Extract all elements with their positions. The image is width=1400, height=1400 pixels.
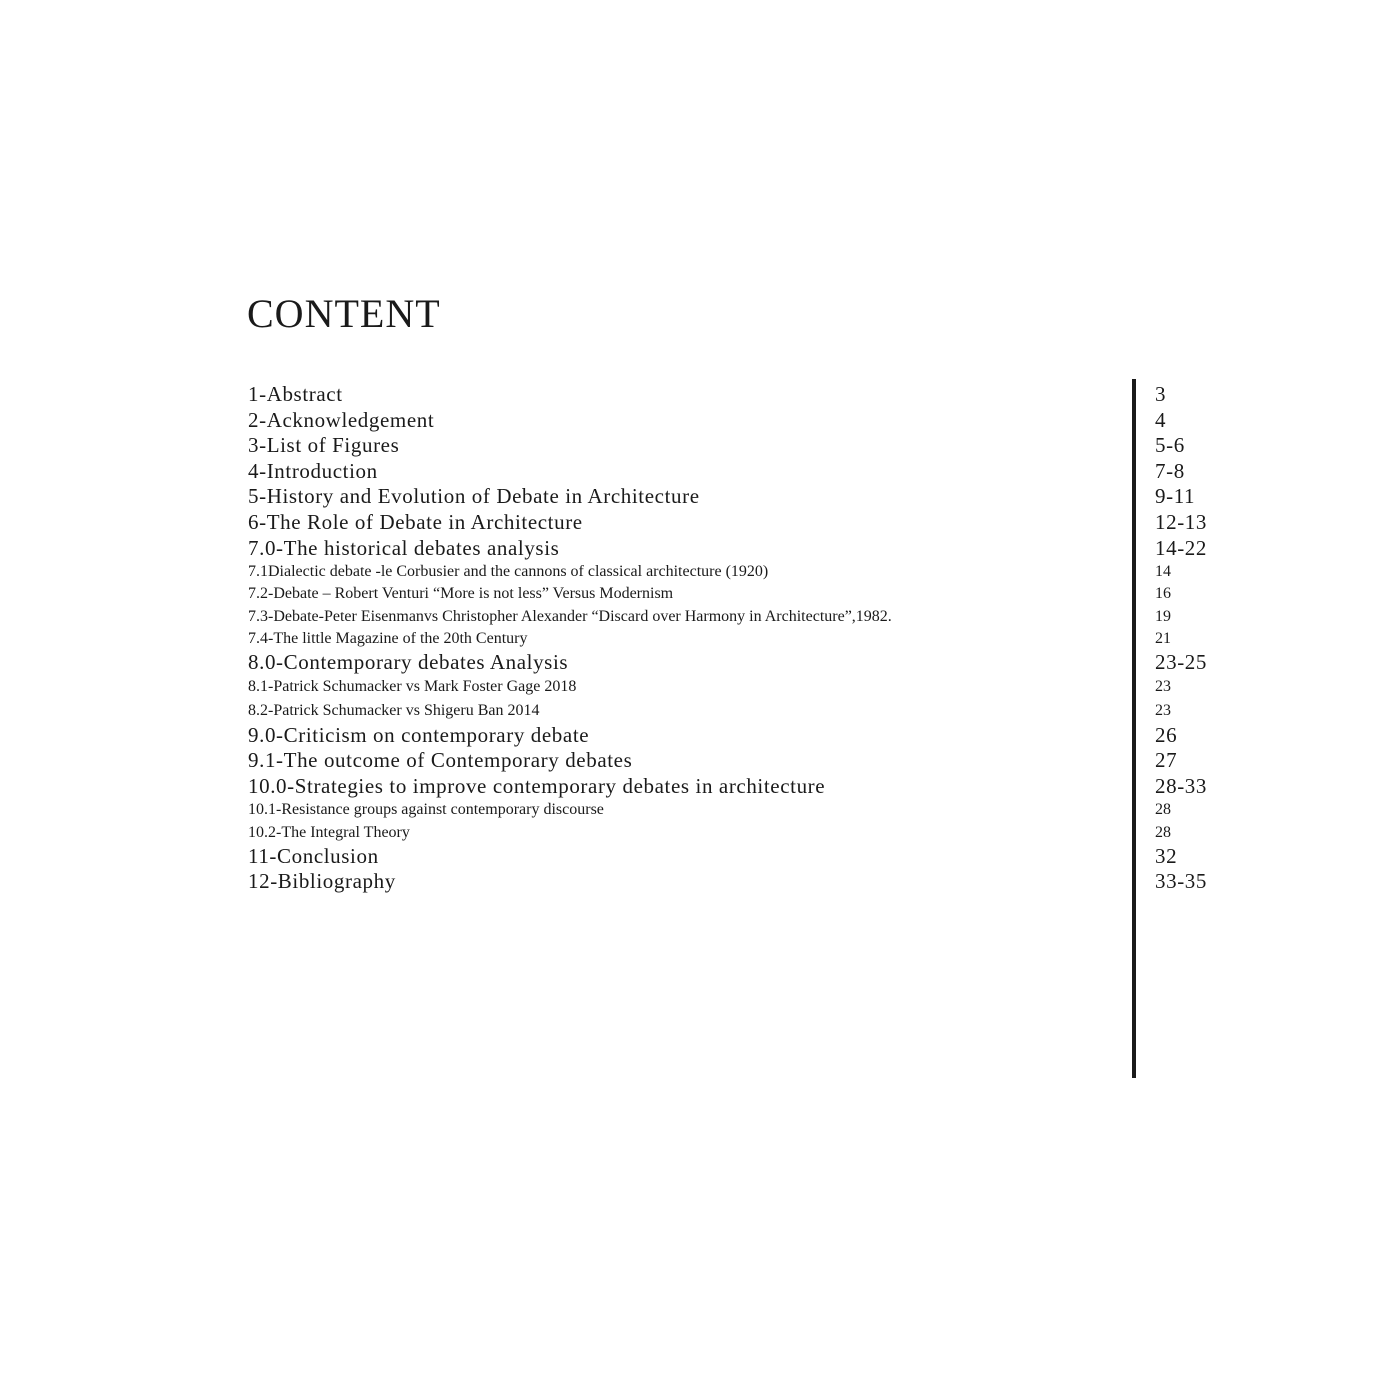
toc-entry-title: 9.1-The outcome of Contemporary debates	[248, 748, 633, 773]
toc-entry-title: 7.1Dialectic debate -le Corbusier and the cannons of classical architecture (1920)	[248, 563, 769, 581]
toc-title-column	[248, 382, 1128, 895]
toc-entry-title: 10.0-Strategies to improve contemporary debates in architecture	[248, 773, 826, 798]
toc-entry-page: 32	[1155, 843, 1178, 868]
toc-entry-title: 2-Acknowledgement	[248, 407, 435, 432]
toc-entry-title: 12-Bibliography	[248, 869, 396, 894]
toc-entry-title: 6-The Role of Debate in Architecture	[248, 509, 583, 534]
toc-entry-title: 9.0-Criticism on contemporary debate	[248, 722, 590, 747]
toc-entry-title: 8.1-Patrick Schumacker vs Mark Foster Gage 2018	[248, 677, 577, 695]
column-divider	[1132, 379, 1136, 1078]
toc-entry-page: 14-22	[1155, 535, 1207, 560]
toc-entry-title: 10.1-Resistance groups against contemporary discourse	[248, 801, 604, 819]
toc-page-column	[1155, 382, 1355, 895]
toc-entry-page: 27	[1155, 748, 1178, 773]
toc-entry-page: 23	[1155, 677, 1171, 695]
toc-entry-title: 5-History and Evolution of Debate in Architecture	[248, 484, 700, 509]
toc-entry-title: 1-Abstract	[248, 382, 343, 406]
toc-entry-page: 12-13	[1155, 509, 1207, 534]
toc-entry-page: 28-33	[1155, 773, 1207, 798]
toc-entry-page: 26	[1155, 722, 1178, 747]
toc-entry-page: 5-6	[1155, 433, 1185, 458]
toc-entry-title: 10.2-The Integral Theory	[248, 823, 410, 841]
toc-entry-page: 3	[1155, 382, 1167, 406]
toc-entry-page: 7-8	[1155, 458, 1185, 483]
toc-entry-page: 4	[1155, 407, 1167, 432]
toc-entry-title: 7.2-Debate – Robert Venturi “More is not less” Versus Modernism	[248, 585, 674, 603]
page-title: CONTENT	[247, 291, 441, 336]
toc-entry-title: 7.4-The little Magazine of the 20th Century	[248, 629, 528, 647]
toc-entry-title: 7.0-The historical debates analysis	[248, 535, 560, 560]
toc-entry-title: 7.3-Debate-Peter Eisenmanvs Christopher Alexander “Discard over Harmony in Architecture”,1982.	[248, 607, 892, 625]
toc-entry-title: 11-Conclusion	[248, 843, 379, 868]
toc-entry-title: 4-Introduction	[248, 458, 378, 483]
toc-entry-page: 19	[1155, 607, 1171, 625]
toc-entry-title: 8.0-Contemporary debates Analysis	[248, 649, 569, 674]
toc-entry-title: 8.2-Patrick Schumacker vs Shigeru Ban 2014	[248, 701, 540, 719]
toc-entry-page: 33-35	[1155, 869, 1207, 894]
toc-entry-page: 21	[1155, 629, 1171, 647]
toc-entry-page: 14	[1155, 563, 1171, 581]
toc-entry-page: 28	[1155, 823, 1171, 841]
toc-entry-page: 28	[1155, 801, 1171, 819]
toc-entry-page: 23-25	[1155, 649, 1207, 674]
toc-entry-page: 9-11	[1155, 484, 1196, 509]
toc-entry-title: 3-List of Figures	[248, 433, 400, 458]
toc-entry-page: 16	[1155, 585, 1171, 603]
toc-entry-page: 23	[1155, 701, 1171, 719]
